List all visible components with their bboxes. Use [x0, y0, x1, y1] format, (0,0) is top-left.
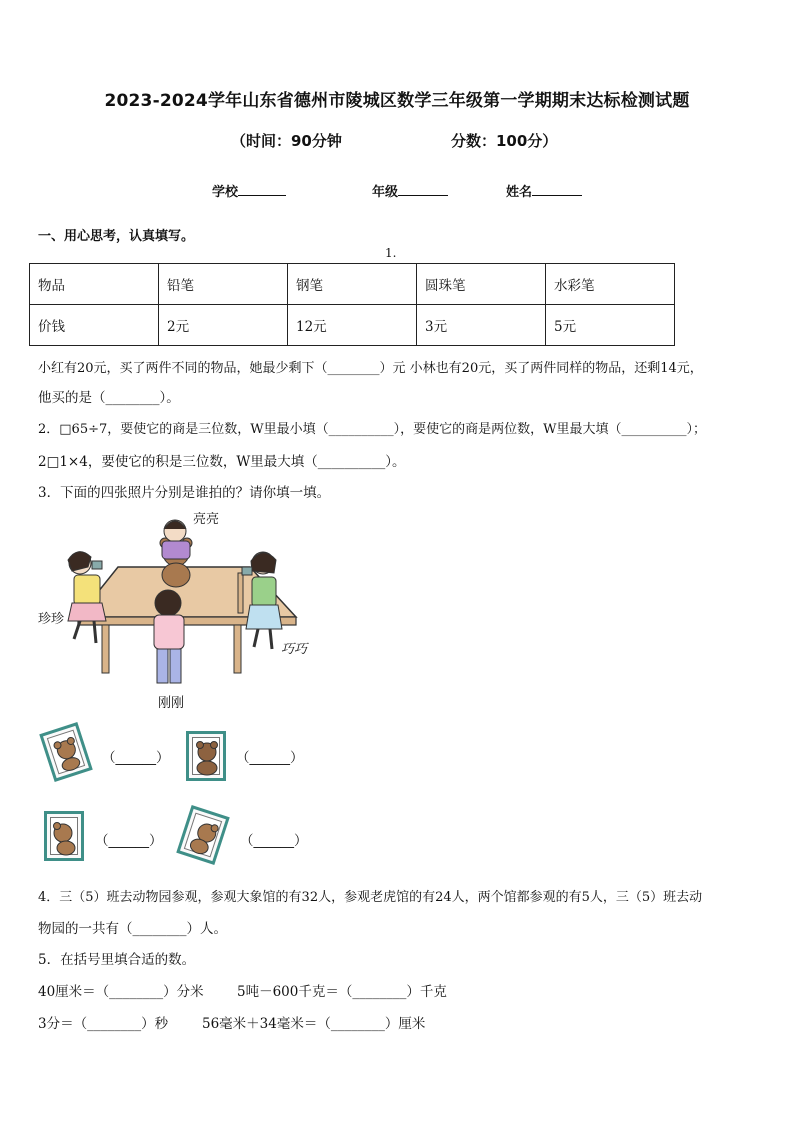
person-body: [74, 575, 100, 605]
table-row: [30, 264, 675, 305]
person-head: [155, 590, 181, 616]
question-5-item: 3分＝（________）秒: [38, 1016, 169, 1032]
person-leg: [170, 649, 181, 683]
bear-photo: [184, 813, 222, 858]
answer-blank[interactable]: （______）: [102, 750, 170, 766]
camera: [242, 567, 252, 575]
bear-photo: [192, 737, 220, 775]
exam-time: （时间：90分钟: [231, 132, 342, 150]
question-4-line-2: 物园的一共有（________）人。: [38, 921, 227, 937]
school-field: [212, 181, 286, 200]
question-2-line-2: 2□1×4，要使它的积是三位数，W里最大填（__________）。: [38, 454, 406, 470]
school-blank: [238, 183, 286, 196]
photo-card: [44, 811, 84, 861]
camera: [92, 561, 102, 569]
table-cell: 钢笔: [288, 264, 417, 305]
table-cell: 2元: [159, 305, 288, 346]
name-liangliang: 亮亮: [193, 512, 220, 527]
table-leg: [102, 625, 109, 673]
question-4-line-1: 4．三（5）班去动物园参观，参观大象馆的有32人，参观老虎馆的有24人，两个馆都参观的有5人，三（5）班去动: [38, 890, 703, 905]
table-cell: 圆珠笔: [417, 264, 546, 305]
exam-score: 分数：100分）: [451, 132, 558, 150]
bear-face-icon: [48, 730, 86, 775]
person-leg: [157, 649, 168, 683]
table-cell: 水彩笔: [546, 264, 675, 305]
question-2-line-1: 2．□65÷7，要使它的商是三位数，W里最小填（__________），要使它的商是两位数，W里最大填（__________）；: [38, 422, 706, 437]
bear-photo: [47, 730, 85, 775]
photo-card: [186, 731, 226, 781]
table-cell: 3元: [417, 305, 546, 346]
person-skirt: [68, 603, 106, 621]
bear-side-icon: [184, 814, 222, 859]
table-cell: 铅笔: [159, 264, 288, 305]
photo-card: [39, 722, 92, 782]
answer-blank[interactable]: （______）: [240, 833, 308, 849]
school-label: 学校: [212, 185, 239, 200]
person-leg: [74, 621, 80, 639]
table-row: [30, 305, 675, 346]
question-5-item: 5吨－600千克＝（________）千克: [237, 984, 447, 1000]
person-skirt: [246, 605, 282, 629]
person-body: [252, 577, 276, 607]
question-5-item: 40厘米＝（________）分米: [38, 984, 204, 1000]
person-body: [162, 541, 190, 559]
name-field: [506, 181, 582, 200]
table-cell: 5元: [546, 305, 675, 346]
person-hair: [164, 521, 186, 529]
person-leg: [254, 629, 258, 647]
bear-side-icon: [51, 818, 79, 856]
person-leg: [94, 621, 96, 643]
question-5-item: 56毫米＋34毫米＝（________）厘米: [202, 1016, 426, 1032]
bear-body: [162, 563, 190, 587]
table-scene-illustration: [38, 505, 328, 705]
bear-back-icon: [193, 738, 221, 776]
question-1-line-2: 他买的是（________）。: [38, 390, 180, 406]
table-cell: 12元: [288, 305, 417, 346]
question-1-number: 1.: [385, 246, 397, 260]
table-cell: 价钱: [30, 305, 159, 346]
question-1-line-1: 小红有20元，买了两件不同的物品，她最少剩下（________）元 小林也有20元，买了两件同样的物品，还剩14元，: [38, 361, 703, 376]
table-leg: [234, 625, 241, 673]
name-blank: [532, 183, 582, 196]
grade-blank: [398, 183, 448, 196]
question-5-text: 5．在括号里填合适的数。: [38, 952, 196, 968]
name-zhenzhen: 珍珍: [38, 612, 65, 627]
table-leg: [238, 573, 243, 613]
person-leg: [270, 629, 272, 649]
photo-card: [176, 805, 229, 865]
price-table: [29, 263, 675, 346]
name-qiaoqiao: 巧巧: [281, 642, 308, 657]
name-ganggang: 刚刚: [158, 696, 185, 711]
grade-label: 年级: [372, 185, 399, 200]
bear-photo: [50, 817, 78, 855]
answer-blank[interactable]: （______）: [95, 833, 163, 849]
answer-blank[interactable]: （______）: [236, 750, 304, 766]
name-label: 姓名: [506, 185, 533, 200]
grade-field: [372, 181, 448, 200]
section-heading: 一、用心思考，认真填写。: [38, 229, 195, 244]
page-title: 2023-2024学年山东省德州市陵城区数学三年级第一学期期末达标检测试题: [104, 91, 690, 111]
question-3-text: 3．下面的四张照片分别是谁拍的？请你填一填。: [38, 485, 331, 501]
person-body: [154, 615, 184, 649]
table-cell: 物品: [30, 264, 159, 305]
